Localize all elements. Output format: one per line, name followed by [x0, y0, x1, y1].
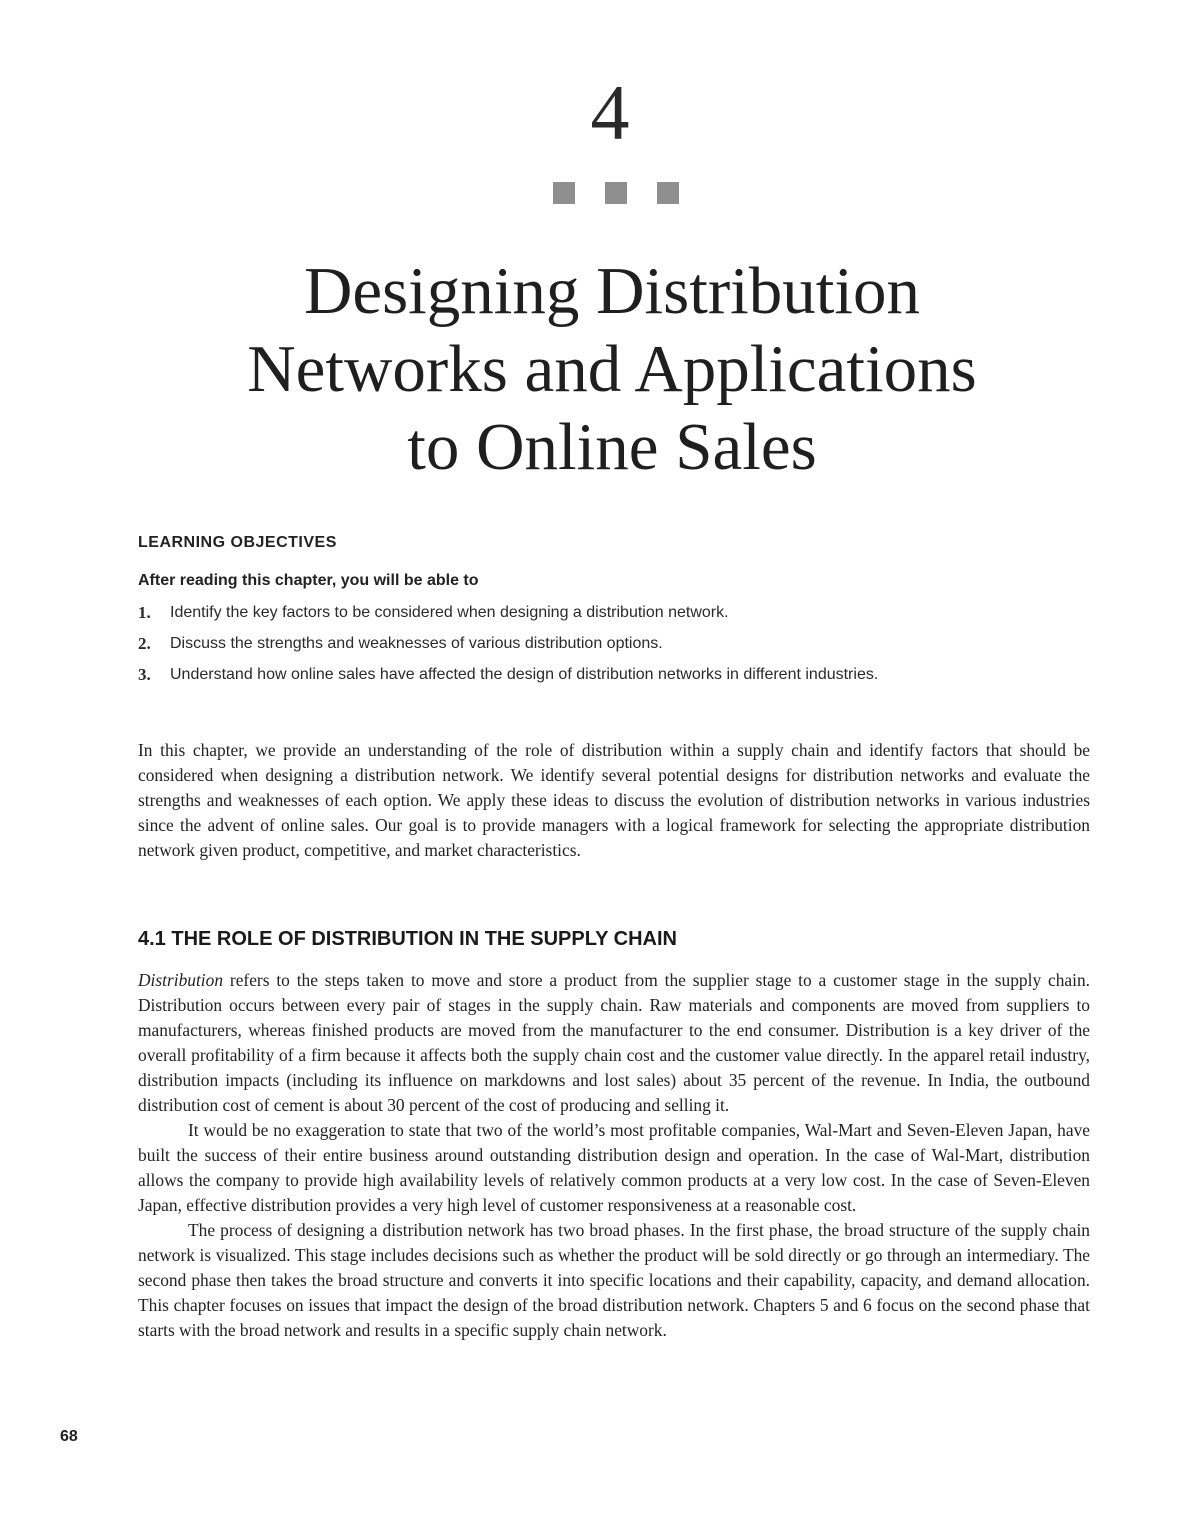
section-body — [138, 968, 1090, 1343]
objective-text: Identify the key factors to be considered when designing a distribution network. — [170, 604, 729, 621]
ornament-square — [605, 182, 627, 204]
chapter-intro-paragraph: In this chapter, we provide an understanding of the role of distribution within a supply chain and identify factors that should be considered when designing a distribution network. We identify several potential designs for distribution networks and evaluate the strengths and weaknesses of each option. We apply these ideas to discuss the evolution of distribution networks in various industries since the advent of online sales. Our goal is to provide managers with a logical framework for selecting the appropriate distribution network given product, competitive, and market characteristics. — [138, 740, 1090, 860]
objective-text: Discuss the strengths and weaknesses of various distribution options. — [170, 635, 663, 652]
body-paragraph: It would be no exaggeration to state that two of the world’s most profitable companies, Wal-Mart and Seven-Eleven Japan, have built the success of their entire business around outstanding distribution design and operation. In the case of Wal-Mart, distribution allows the company to provide high availability levels of relatively common products at a very low cost. In the case of Seven-Eleven Japan, effective distribution provides a very high level of customer responsiveness at a reasonable cost. — [138, 1120, 1090, 1215]
chapter-title-line: Networks and Applications — [247, 332, 977, 406]
body-paragraph: The process of designing a distribution network has two broad phases. In the first phase, the broad structure of the supply chain network is visualized. This stage includes decisions such as whether the product will be sold directly or go through an intermediary. The second phase then takes the broad structure and converts it into specific locations and their capability, capacity, and demand allocation. This chapter focuses on issues that impact the design of the broad distribution network. Chapters 5 and 6 focus on the second phase that starts with the broad network and results in a specific supply chain network. — [138, 1220, 1090, 1340]
defined-term: Distribution — [138, 970, 224, 990]
learning-objectives-list — [138, 600, 1098, 693]
ornament-square — [657, 182, 679, 204]
chapter-title — [100, 252, 1124, 486]
objective-item — [138, 631, 1098, 662]
objective-text: Understand how online sales have affected the design of distribution networks in different industries. — [170, 666, 879, 683]
objective-item — [138, 662, 1098, 693]
chapter-ornament — [553, 182, 679, 204]
objective-number: 1. — [138, 603, 151, 622]
learning-objectives-intro: After reading this chapter, you will be able to — [138, 572, 479, 589]
paragraph-text: refers to the steps taken to move and store a product from the supplier stage to a customer stage in the supply chain. Distribution occurs between every pair of stages in the supply chain. Raw materials and components are moved from suppliers to manufacturers, whereas finished products are moved from the manufacturer to the end consumer. Distribution is a key driver of the overall profitability of a firm because it affects both the supply chain cost and the customer value directly. In the apparel retail industry, distribution impacts (including its influence on markdowns and lost sales) about 35 percent of the revenue. In India, the outbound distribution cost of cement is about 30 percent of the cost of producing and selling it. — [138, 970, 1090, 1115]
objective-number: 3. — [138, 665, 151, 684]
ornament-square — [553, 182, 575, 204]
chapter-title-line: Designing Distribution — [303, 254, 921, 328]
chapter-number: 4 — [590, 69, 630, 156]
chapter-title-line: to Online Sales — [407, 410, 817, 484]
learning-objectives-heading: LEARNING OBJECTIVES — [138, 534, 337, 551]
objective-number: 2. — [138, 634, 151, 653]
page-number: 68 — [60, 1428, 78, 1445]
body-paragraph — [138, 968, 1090, 1118]
objective-item — [138, 600, 1098, 631]
section-heading: 4.1 THE ROLE OF DISTRIBUTION IN THE SUPPLY CHAIN — [138, 928, 677, 950]
